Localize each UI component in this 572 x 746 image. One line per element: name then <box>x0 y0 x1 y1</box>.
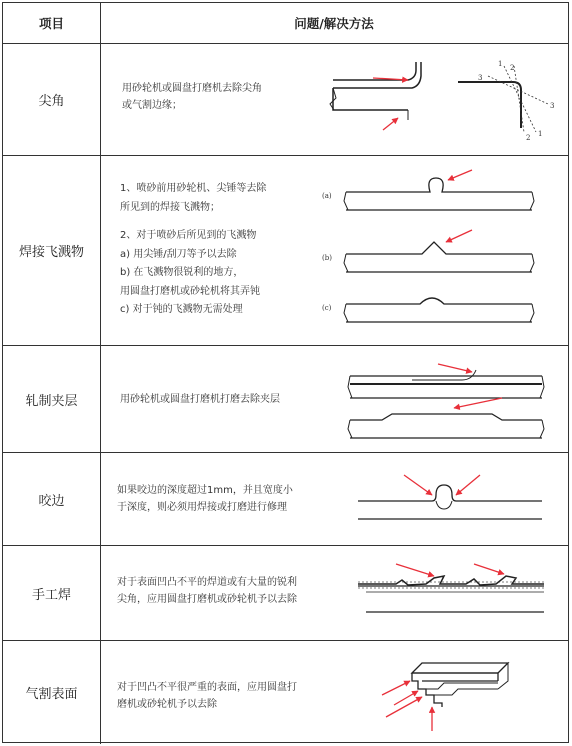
svg-text:2: 2 <box>526 134 531 142</box>
weld-spatter-diagram <box>322 164 562 340</box>
svg-text:(a): (a) <box>322 192 332 200</box>
svg-text:1: 1 <box>498 60 503 68</box>
row-text: 如果咬边的深度超过1mm，并且宽度小 于深度，则必须用焊接或打磨进行修理 <box>117 485 293 513</box>
row-text: 对于表面凹凸不平的焊道或有大量的锐利 尖角，应用圆盘打磨机或砂轮机予以去除 <box>117 577 297 605</box>
table-row-weld-spatter <box>3 155 568 345</box>
undercut-diagram <box>356 463 556 539</box>
gas-cut-diagram <box>378 651 528 741</box>
solution-table <box>2 2 569 743</box>
header-solution: 问题/解决方法 <box>294 16 374 31</box>
lamination-diagram <box>342 354 562 448</box>
table-header-row <box>3 3 568 43</box>
svg-text:2: 2 <box>510 64 515 72</box>
row-text: 用砂轮机或圆盘打磨机打磨去除夹层 <box>120 394 280 405</box>
manual-weld-diagram <box>356 554 556 634</box>
row-text: 用砂轮机或圆盘打磨机去除尖角 或气割边缘； <box>122 83 262 111</box>
row-item-label: 咬边 <box>3 453 101 545</box>
table-row-undercut <box>3 452 568 545</box>
row-item-label: 焊接飞溅物 <box>3 156 101 345</box>
row-item-label: 尖角 <box>3 44 101 155</box>
row-item-label: 轧制夹层 <box>3 346 101 452</box>
header-item: 项目 <box>3 3 101 43</box>
row-text: 对于凹凸不平很严重的表面，应用圆盘打 磨机或砂轮机予以去除 <box>117 682 297 710</box>
svg-text:(b): (b) <box>322 254 332 262</box>
table-row-sharp-corner <box>3 43 568 155</box>
svg-text:3: 3 <box>550 102 555 110</box>
sharp-corner-diagram <box>328 58 568 144</box>
table-row-manual-weld <box>3 545 568 640</box>
row-item-label: 手工焊 <box>3 546 101 640</box>
table-row-gas-cut-surface <box>3 640 568 744</box>
table-row-lamination <box>3 345 568 452</box>
svg-text:3: 3 <box>478 74 483 82</box>
row-item-label: 气割表面 <box>3 641 101 744</box>
row-text: 1、喷砂前用砂轮机、尖锤等去除 所见到的焊接飞溅物； 2、对于喷砂后所见到的飞溅物 a) 用尖锤/刮刀等予以去除 b) 在飞溅物很锐利的地方， 用圆盘打磨机或砂轮机将其弄钝 c) 对于钝的飞溅物无需处理 <box>120 183 267 315</box>
svg-text:(c): (c) <box>322 304 332 312</box>
svg-text:1: 1 <box>538 130 543 138</box>
